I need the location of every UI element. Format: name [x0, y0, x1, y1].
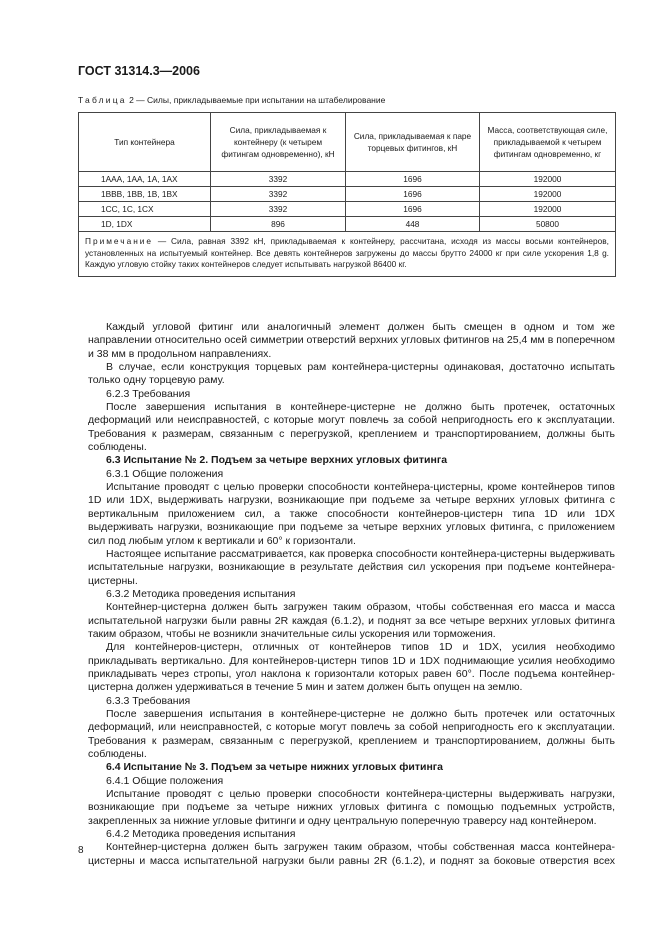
table-header-cell: Масса, соответствующая силе, прикладываемой к четырем фитингам одновременно, кг	[480, 113, 616, 172]
paragraph: Для контейнеров-цистерн, отличных от контейнеров типов 1D и 1DX, усилия необходимо прикладывать вертикально. Для контейнеров-цистерн типов 1D и 1DX поднимающие усилия необходимо прикладывать через стропы, угол наклона к горизонтали которых равен 60°. После подъема контейнер-цистерна должен удерживаться в течение 5 мин и затем должен быть опущен на землю.	[88, 641, 615, 694]
table-cell: 1696	[346, 187, 480, 202]
document-header: ГОСТ 31314.3—2006	[78, 64, 200, 78]
table-cell: 1CC, 1C, 1CX	[79, 202, 211, 217]
section-heading: 6.3.1 Общие положения	[106, 467, 224, 480]
table-header-cell: Сила, прикладываемая к паре торцевых фитингов, кН	[346, 113, 480, 172]
table-cell: 192000	[480, 202, 616, 217]
table-cell: 1696	[346, 202, 480, 217]
paragraph: Испытание проводят с целью проверки способности контейнера-цистерны выдерживать нагрузки, возникающие при подъеме за четыре нижних угловых фитинга с помощью подъемных устройств, закрепленных за нижние угловые фитинги и одну центральную поперечную траверсу над контейнером.	[88, 788, 615, 827]
table-cell: 1AAA, 1AA, 1A, 1AX	[79, 172, 211, 187]
body-text	[88, 321, 615, 868]
table-row	[79, 187, 616, 202]
table-row	[79, 217, 616, 232]
table-cell: 1BBB, 1BB, 1B, 1BX	[79, 187, 211, 202]
table-cell: 3392	[211, 202, 346, 217]
table-cell: 1696	[346, 172, 480, 187]
table-note-row	[79, 232, 616, 277]
note-label: Примечание	[85, 236, 154, 246]
paragraph: Настоящее испытание рассматривается, как проверка способности контейнера-цистерны выдерживать испытательные нагрузки, возникающие в результате действия сил ускорения при подъеме контейнера-цистерны.	[88, 547, 615, 587]
table-note	[79, 232, 616, 277]
table-cell: 192000	[480, 187, 616, 202]
paragraph: Контейнер-цистерна должен быть загружен таким образом, чтобы собственная его масса и масса испытательной нагрузки были равны 2R каждая (6.1.2), и поднят за все четыре верхних угловых фитинга таким образом, чтобы не возникли значительные силы ускорения или торможения.	[88, 601, 615, 640]
table-cell: 448	[346, 217, 480, 232]
section-heading: 6.4.2 Методика проведения испытания	[106, 828, 296, 841]
table-cell: 50800	[480, 217, 616, 232]
table-cell: 896	[211, 217, 346, 232]
table-caption-prefix: Таблица	[78, 95, 127, 105]
section-heading: 6.3 Испытание № 2. Подъем за четыре верхних угловых фитинга	[106, 454, 448, 467]
paragraph: Испытание проводят с целью проверки способности контейнера-цистерны, кроме контейнеров типов 1D или 1DX, выдерживать нагрузки, возникающие при подъеме за четыре верхних угловых фитинга с вертикальным приложением сил, а также способности контейнеров-цистерн типа 1D или 1DX выдерживать нагрузки, возникающие при подъеме за четыре верхних угловых фитинга, с приложением сил под любым углом к вертикали и 60° к горизонтали.	[88, 481, 615, 547]
table-row	[79, 202, 616, 217]
table-row	[79, 172, 616, 187]
table-header-cell: Сила, прикладываемая к контейнеру (к четырем фитингам одновременно), кН	[211, 113, 346, 172]
paragraph: После завершения испытания в контейнере-цистерне не должно быть протечек или остаточных деформаций, или неисправностей, с которые могут повлечь за собой непригодность его к эксплуатации. Требования к размерам, связанным с перегрузкой, креплением и транспортированием, должны быть соблюдены.	[88, 707, 615, 760]
table-header-cell: Тип контейнера	[79, 113, 211, 172]
section-heading: 6.3.2 Методика проведения испытания	[106, 587, 296, 600]
forces-table	[78, 112, 616, 277]
section-heading: 6.4 Испытание № 3. Подъем за четыре нижних угловых фитинга	[106, 761, 444, 774]
paragraph: После завершения испытания в контейнере-цистерне не должно быть протечек, остаточных деформаций или неисправностей, с которые могут повлечь за собой непригодность его к эксплуатации. Требования к размерам, связанным с перегрузкой, креплением и транспортированием, должны быть соблюдены.	[88, 401, 615, 454]
table-cell: 1D, 1DX	[79, 217, 211, 232]
page-number: 8	[78, 845, 84, 856]
table-cell: 192000	[480, 172, 616, 187]
paragraph: Каждый угловой фитинг или аналогичный элемент должен быть смещен в одном и том же направлении относительно осей симметрии отверстий верхних угловых фитингов на 25,4 мм в поперечном и 38 мм в продольном направлениях.	[88, 321, 615, 360]
section-heading: 6.4.1 Общие положения	[106, 774, 224, 787]
table-caption	[78, 95, 385, 105]
table-caption-text: 2 — Силы, прикладываемые при испытании на штабелирование	[126, 95, 386, 105]
section-heading: 6.3.3 Требования	[106, 694, 191, 707]
note-text: — Сила, равная 3392 кН, прикладываемая к контейнеру, рассчитана, исходя из массы восьми контейнеров, установленных на испытуемый контейнер. Все девять контейнеров загружены до массы брутто 24000 кг при силе ускорения 1,8 g. Каждую угловую стойку таких контейнеров следует испытывать нагрузкой 86400 кг.	[85, 236, 609, 269]
section-heading: 6.2.3 Требования	[106, 387, 191, 400]
paragraph: В случае, если конструкция торцевых рам контейнера-цистерны одинаковая, достаточно испытать только одну торцевую раму.	[88, 361, 615, 387]
paragraph: Контейнер-цистерна должен быть загружен таким образом, чтобы собственная масса контейнера-цистерны и масса испытательной нагрузки были равны 2R (6.1.2), и поднят за боковые отверстия всех	[88, 841, 615, 867]
table-cell: 3392	[211, 172, 346, 187]
table-cell: 3392	[211, 187, 346, 202]
table-header-row	[79, 113, 616, 172]
